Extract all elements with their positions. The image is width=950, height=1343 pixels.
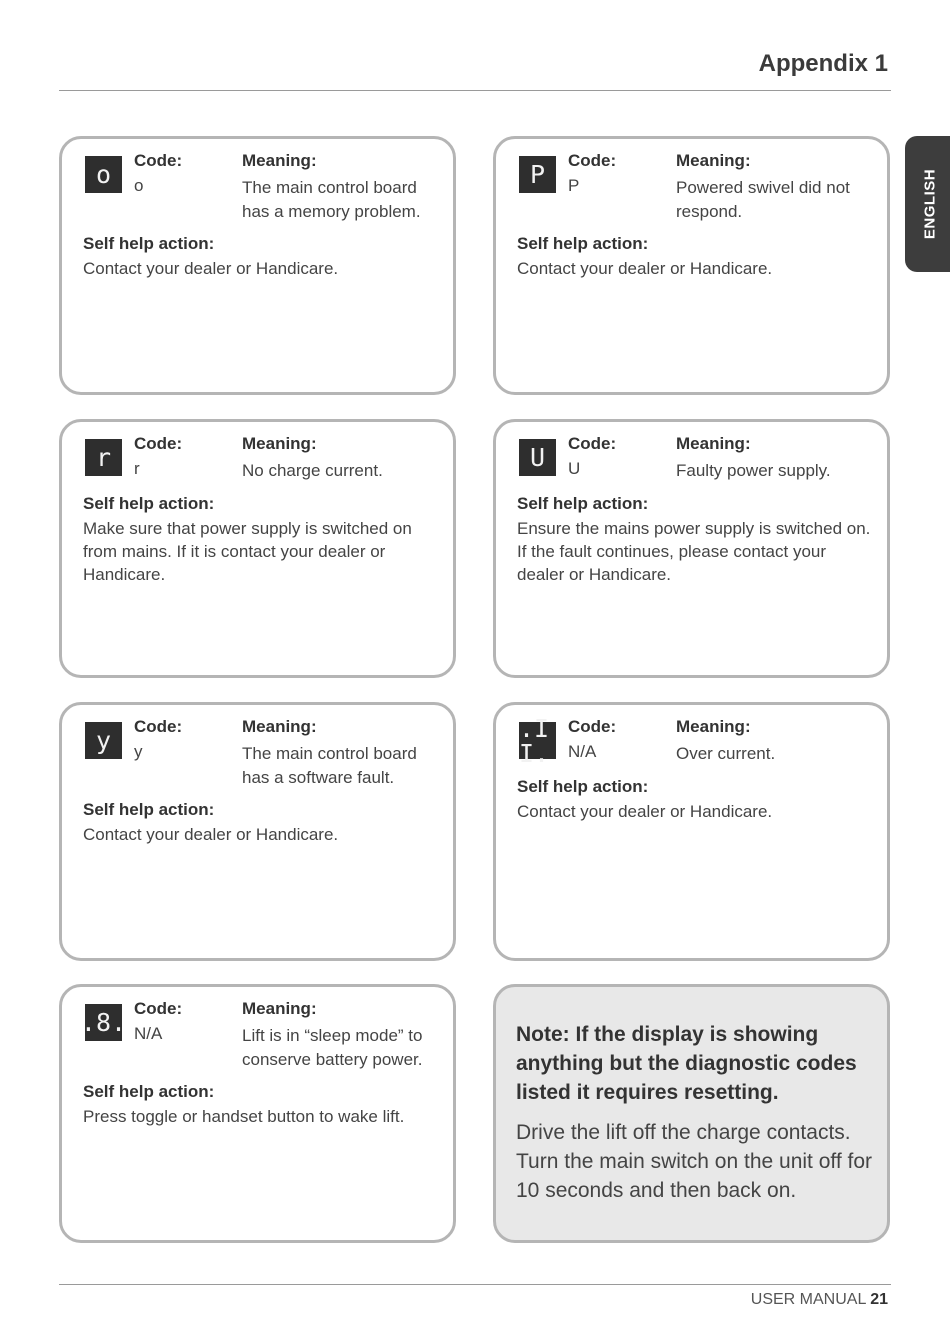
code-label: Code: bbox=[568, 151, 617, 170]
self-help-value: Contact your dealer or Handicare. bbox=[517, 259, 773, 278]
code-label: Code: bbox=[134, 434, 183, 453]
meaning-value: No charge current. bbox=[242, 461, 383, 480]
self-help-value: Press toggle or handset button to wake lift. bbox=[83, 1107, 405, 1126]
code-label: Code: bbox=[134, 151, 183, 170]
meaning-value: The main control board has a memory problem. bbox=[242, 178, 421, 221]
digit-o-icon: o bbox=[85, 156, 122, 193]
code-label: Code: bbox=[134, 999, 183, 1018]
code-card bbox=[59, 419, 456, 678]
self-help-label: Self help action: bbox=[83, 494, 215, 513]
meaning-label: Meaning: bbox=[676, 717, 751, 736]
code-label: Code: bbox=[568, 717, 617, 736]
meaning-value: Faulty power supply. bbox=[676, 461, 831, 480]
code-card bbox=[493, 136, 890, 395]
code-value: o bbox=[134, 176, 144, 195]
meaning-value: Powered swivel did not respond. bbox=[676, 178, 850, 221]
code-card bbox=[59, 702, 456, 961]
meaning-label: Meaning: bbox=[676, 434, 751, 453]
code-label: Code: bbox=[568, 434, 617, 453]
self-help-label: Self help action: bbox=[517, 494, 649, 513]
meaning-label: Meaning: bbox=[242, 151, 317, 170]
self-help-label: Self help action: bbox=[517, 777, 649, 796]
self-help-label: Self help action: bbox=[517, 234, 649, 253]
code-card bbox=[493, 702, 890, 961]
meaning-value: Over current. bbox=[676, 744, 776, 763]
self-help-value: Contact your dealer or Handicare. bbox=[83, 259, 339, 278]
code-label: Code: bbox=[134, 717, 183, 736]
code-value: P bbox=[568, 176, 580, 195]
footer-label: USER MANUAL bbox=[750, 1291, 866, 1308]
self-help-value: Make sure that power supply is switched on from mains. If it is contact your dealer or Handicare. bbox=[83, 519, 412, 584]
language-tab-label: ENGLISH bbox=[921, 168, 939, 240]
digit-y-icon: y bbox=[85, 722, 122, 759]
meaning-value: The main control board has a software fault. bbox=[242, 744, 417, 787]
code-value: N/A bbox=[134, 1024, 163, 1043]
meaning-label: Meaning: bbox=[242, 434, 317, 453]
code-value: r bbox=[134, 459, 140, 478]
page-number: 21 bbox=[870, 1291, 888, 1308]
digit-p-icon: P bbox=[519, 156, 556, 193]
meaning-label: Meaning: bbox=[676, 151, 751, 170]
page-title: Appendix 1 bbox=[758, 50, 888, 77]
note-title: Note: If the display is showing anything but the diagnostic codes listed it requires resetting. bbox=[516, 1023, 857, 1104]
code-value: N/A bbox=[568, 742, 597, 761]
page-footer bbox=[751, 1291, 888, 1309]
self-help-value: Ensure the mains power supply is switched on. If the fault continues, please contact your dealer or Handicare. bbox=[517, 519, 871, 584]
digit-dots-icon: .I I. bbox=[519, 722, 556, 759]
note-body: Drive the lift off the charge contacts. Turn the main switch on the unit off for 10 seconds and then back on. bbox=[516, 1121, 873, 1202]
reset-note-card bbox=[493, 984, 890, 1243]
self-help-label: Self help action: bbox=[83, 800, 215, 819]
meaning-label: Meaning: bbox=[242, 717, 317, 736]
self-help-value: Contact your dealer or Handicare. bbox=[83, 825, 339, 844]
code-value: y bbox=[134, 742, 143, 761]
meaning-value: Lift is in “sleep mode” to conserve battery power. bbox=[242, 1026, 423, 1069]
self-help-label: Self help action: bbox=[83, 1082, 215, 1101]
code-value: U bbox=[568, 459, 581, 478]
digit-8-icon: .8. bbox=[85, 1004, 122, 1041]
footer-divider bbox=[59, 1284, 891, 1285]
language-tab bbox=[905, 136, 950, 272]
header-divider bbox=[59, 90, 891, 91]
self-help-value: Contact your dealer or Handicare. bbox=[517, 802, 773, 821]
digit-u-icon: U bbox=[519, 439, 556, 476]
code-card bbox=[493, 419, 890, 678]
code-card bbox=[59, 984, 456, 1243]
digit-r-icon: r bbox=[85, 439, 122, 476]
self-help-label: Self help action: bbox=[83, 234, 215, 253]
meaning-label: Meaning: bbox=[242, 999, 317, 1018]
code-card bbox=[59, 136, 456, 395]
